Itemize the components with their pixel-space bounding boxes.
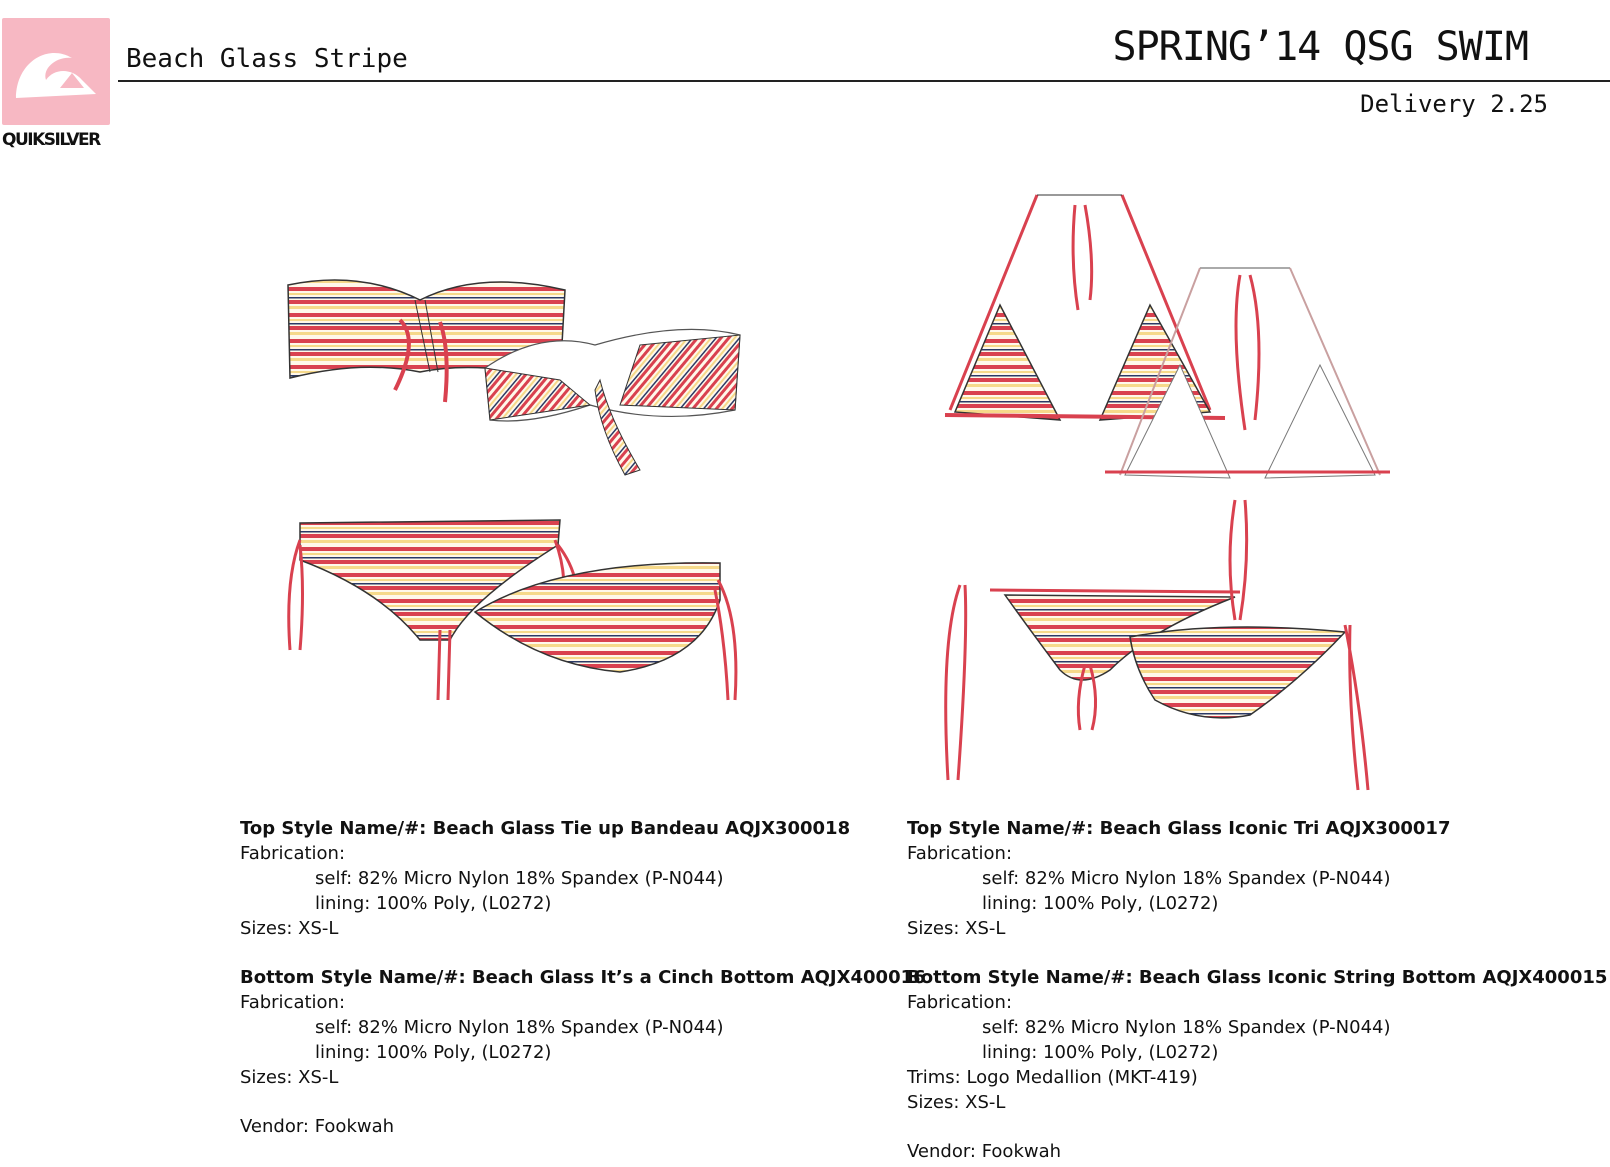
left-bottom-self-fabric: self: 82% Micro Nylon 18% Spandex (P-N044) bbox=[315, 1017, 724, 1038]
spacer bbox=[907, 941, 1607, 965]
delivery-label: Delivery 2.25 bbox=[1360, 90, 1548, 118]
left-bottom-style-heading: Bottom Style Name/#: Beach Glass It’s a Cinch Bottom AQJX400016 bbox=[240, 967, 926, 988]
cinch-bottom-back-sketch bbox=[475, 563, 736, 700]
season-title: SPRING’14 QSG SWIM bbox=[1112, 24, 1528, 70]
right-bottom-trims: Trims: Logo Medallion (MKT-419) bbox=[907, 1067, 1198, 1088]
bandeau-back-sketch bbox=[485, 329, 740, 475]
left-bottom-lining: lining: 100% Poly, (L0272) bbox=[315, 1042, 552, 1063]
collection-title: Beach Glass Stripe bbox=[126, 44, 408, 74]
right-vendor: Vendor: Fookwah bbox=[907, 1141, 1062, 1162]
left-top-fabrication-label: Fabrication: bbox=[240, 843, 346, 864]
right-bottom-lining: lining: 100% Poly, (L0272) bbox=[982, 1042, 1219, 1063]
right-top-lining: lining: 100% Poly, (L0272) bbox=[982, 893, 1219, 914]
right-top-self-fabric: self: 82% Micro Nylon 18% Spandex (P-N044) bbox=[982, 868, 1391, 889]
left-spec-block bbox=[240, 816, 926, 1139]
spacer bbox=[907, 1115, 1607, 1139]
right-spec-block bbox=[907, 816, 1607, 1164]
right-top-style-heading: Top Style Name/#: Beach Glass Iconic Tri AQJX300017 bbox=[907, 818, 1451, 839]
left-bottom-sizes: Sizes: XS-L bbox=[240, 1067, 339, 1088]
left-top-style-heading: Top Style Name/#: Beach Glass Tie up Bandeau AQJX300018 bbox=[240, 818, 851, 839]
logo-wordmark: QUIKSILVER bbox=[2, 130, 100, 150]
right-bottom-style-heading: Bottom Style Name/#: Beach Glass Iconic String Bottom AQJX400015 bbox=[907, 967, 1608, 988]
right-top-fabrication-label: Fabrication: bbox=[907, 843, 1013, 864]
left-vendor: Vendor: Fookwah bbox=[240, 1116, 395, 1137]
spacer bbox=[240, 941, 926, 965]
right-bottom-self-fabric: self: 82% Micro Nylon 18% Spandex (P-N044) bbox=[982, 1017, 1391, 1038]
right-top-sizes: Sizes: XS-L bbox=[907, 918, 1006, 939]
left-top-self-fabric: self: 82% Micro Nylon 18% Spandex (P-N044) bbox=[315, 868, 724, 889]
left-top-lining: lining: 100% Poly, (L0272) bbox=[315, 893, 552, 914]
right-bottom-fabrication-label: Fabrication: bbox=[907, 992, 1013, 1013]
left-top-sizes: Sizes: XS-L bbox=[240, 918, 339, 939]
spacer bbox=[240, 1090, 926, 1114]
left-bottom-fabrication-label: Fabrication: bbox=[240, 992, 346, 1013]
right-bottom-sizes: Sizes: XS-L bbox=[907, 1092, 1006, 1113]
